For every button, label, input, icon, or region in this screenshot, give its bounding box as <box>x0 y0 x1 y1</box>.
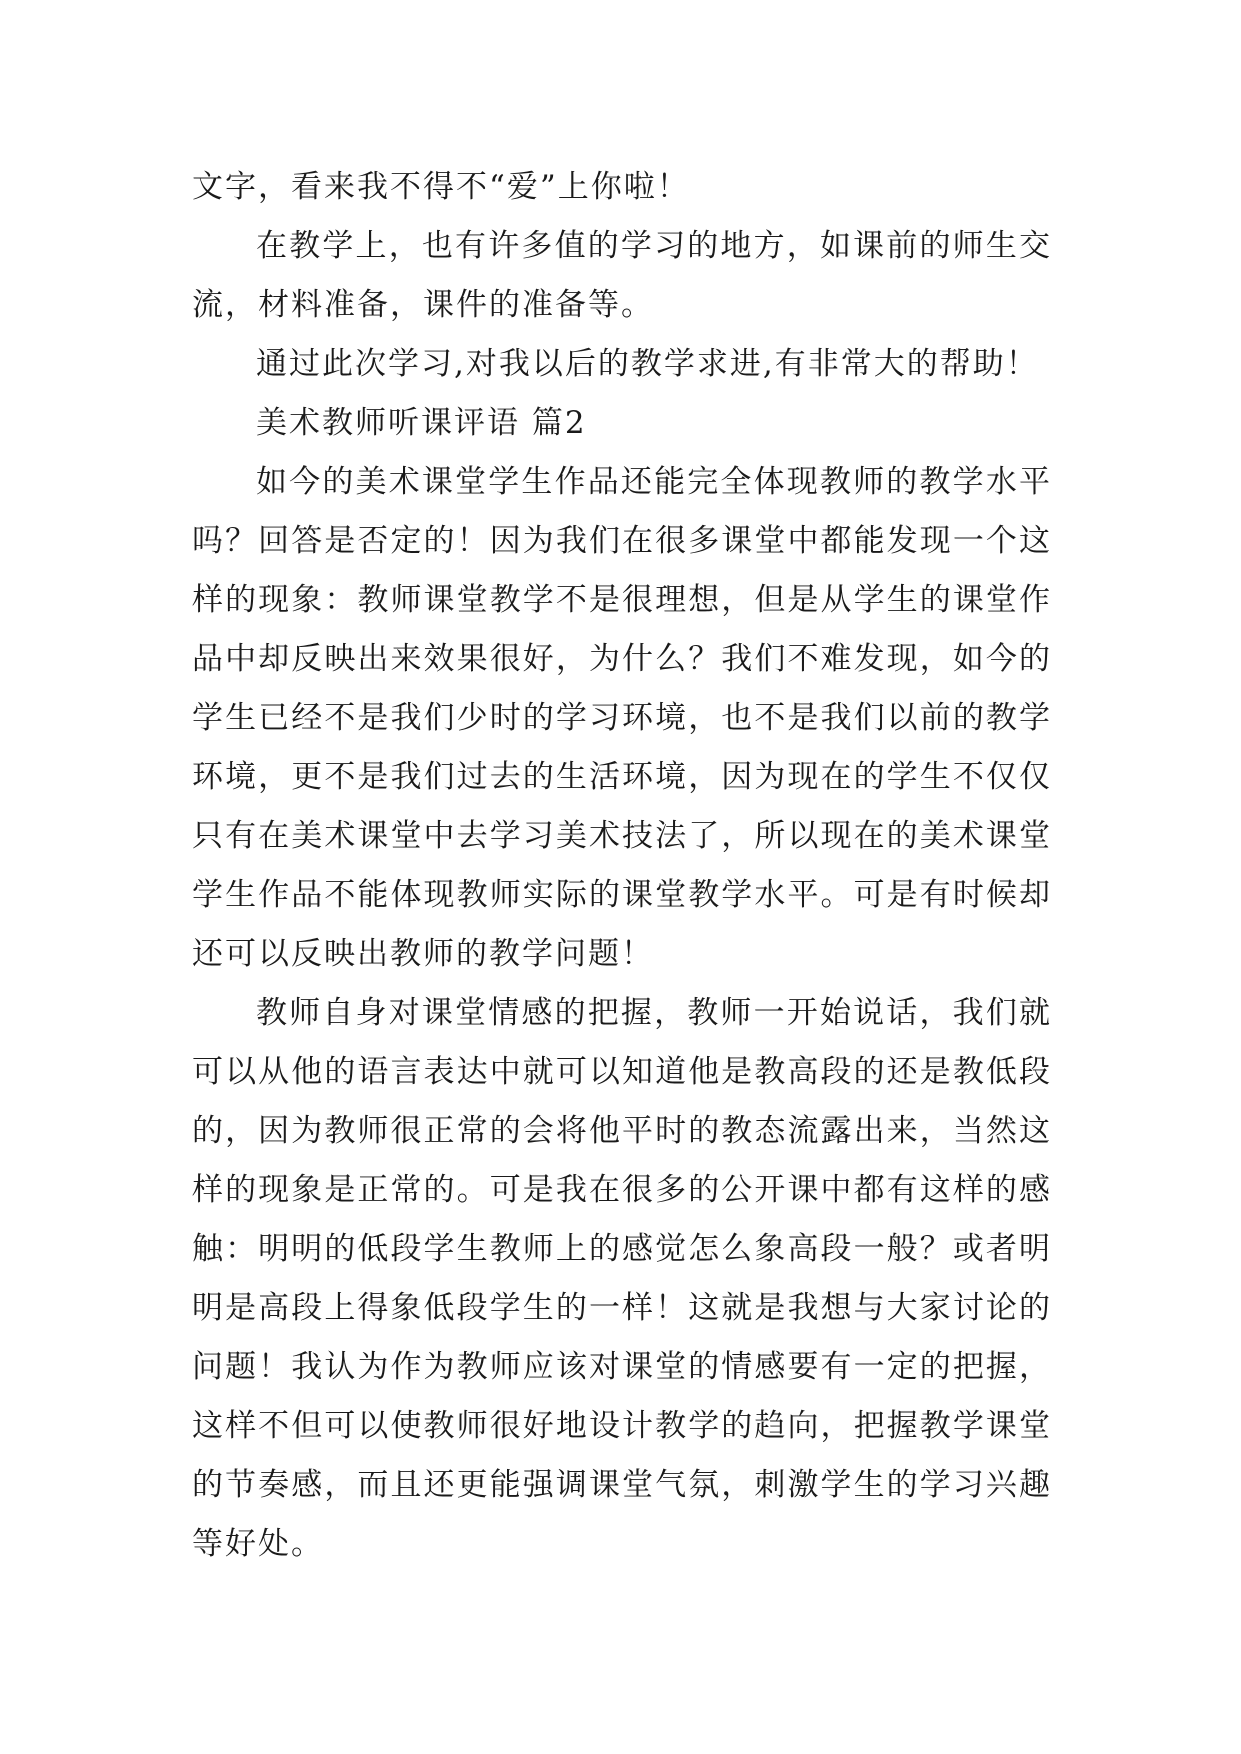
paragraph-continuation: 文字，看来我不得不“爱”上你啦！ <box>192 169 690 205</box>
paragraph-classroom-emotion: 教师自身对课堂情感的把握，教师一开始说话，我们就可以从他的语言表达中就可以知道他是教高段的还是教低段的，因为教师很正常的会将他平时的教态流露出来，当然这样的现象是正常的。可是我在很多的公开课中都有这样的感触：明明的低段学生教师上的感觉怎么象高段一般？或者明明是高段上得象低段学生的一样！这就是我想与大家讨论的问题！我认为作为教师应该对课堂的情感要有一定的把握，这样不但可以使教师很好地设计教学的趋向，把握教学课堂的节奏感，而且还更能强调课堂气氛，刺激学生的学习兴趣等好处。 <box>192 995 1052 1562</box>
section-heading: 美术教师听课评语 篇2 <box>256 405 587 441</box>
document-body <box>192 158 1052 1574</box>
paragraph-conclusion: 通过此次学习,对我以后的教学求进,有非常大的帮助！ <box>256 346 1039 382</box>
paragraph-student-works: 如今的美术课堂学生作品还能完全体现教师的教学水平吗？回答是否定的！因为我们在很多课堂中都能发现一个这样的现象：教师课堂教学不是很理想，但是从学生的课堂作品中却反映出来效果很好，为什么？我们不难发现，如今的学生已经不是我们少时的学习环境，也不是我们以前的教学环境，更不是我们过去的生活环境，因为现在的学生不仅仅只有在美术课堂中去学习美术技法了，所以现在的美术课堂学生作品不能体现教师实际的课堂教学水平。可是有时候却还可以反映出教师的教学问题！ <box>192 464 1052 972</box>
paragraph-teaching-merits: 在教学上，也有许多值的学习的地方，如课前的师生交流，材料准备，课件的准备等。 <box>192 228 1052 323</box>
